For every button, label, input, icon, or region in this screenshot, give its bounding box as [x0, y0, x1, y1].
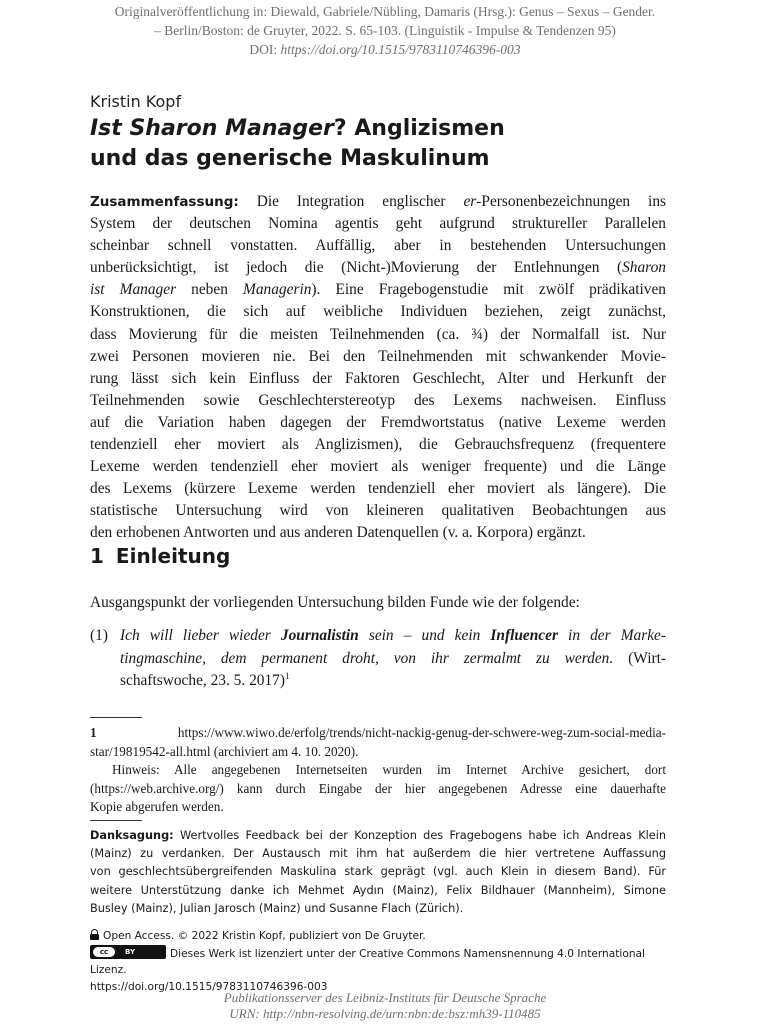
cc-license-line-2: Lizenz.	[90, 964, 127, 976]
title-italic-part: Ist Sharon Manager	[90, 116, 334, 141]
section-title: Einleitung	[115, 544, 231, 568]
abstract-line: Zusammenfassung: Die Integration englischer er-Personenbezeichnungen ins	[90, 193, 666, 210]
footnote-ref[interactable]: 1	[284, 670, 290, 681]
ack-line: Busley (Mainz), Julian Jarosch (Mainz) und Susanne Flach (Zürich).	[90, 901, 464, 915]
footer-line-1: Publikationsserver des Leibniz-Instituts für Deutsche Sprache	[223, 990, 547, 1005]
abstract-line: Konstruktionen, die sich auf weibliche Individuen beziehen, zeigt zunächst,	[90, 303, 666, 321]
acknowledgement	[90, 827, 666, 918]
footnote-line: Kopie abgerufen werden.	[90, 799, 224, 814]
example-number: (1)	[90, 627, 108, 644]
abstract-line: Teilnehmenden sowie Geschlechterstereotyp des Lexems nachweisen. Einfluss	[90, 391, 666, 409]
ack-line: von geschlechtsübergreifenden Maskulina stark geprägt (vgl. auch Klein in diesem Band). Für	[90, 865, 666, 879]
ack-label: Danksagung:	[90, 829, 174, 842]
title-rest: ? Anglizismen	[333, 116, 505, 141]
abstract-label: Zusammenfassung:	[90, 194, 239, 210]
abstract-line: tendenziell eher moviert als Anglizismen), die Gebrauchsfrequenz (frequentere	[90, 436, 666, 454]
abstract	[90, 191, 666, 545]
footnote-url[interactable]: https://www.wiwo.de/erfolg/trends/nicht-nackig-genug-der-schwere-weg-zum-social-media-	[177, 725, 666, 740]
header-citation-line-1: Originalveröffentlichung in: Diewald, Gabriele/Nübling, Damaris (Hrsg.): Genus – Sexus – Gender.	[114, 4, 656, 19]
abstract-line: scheinbar schnell vonstatten. Auffällig, aber in bestehenden Untersuchungen	[90, 237, 666, 255]
page-header	[0, 2, 770, 59]
acknowledgement-divider	[90, 820, 142, 821]
abstract-line: auf die Variation haben dagegen der Fremdwortstatus (native Lexeme werden	[90, 413, 666, 431]
intro-paragraph: Ausgangspunkt der vorliegenden Untersuchung bilden Funde wie der folgende:	[90, 594, 580, 611]
footnote-line: Hinweis: Alle angegebenen Internetseiten wurden im Internet Archive gesichert, dort	[112, 762, 666, 777]
footnote-line: star/19819542-all.html (archiviert am 4. 10. 2020).	[90, 743, 359, 759]
author-name: Kristin Kopf	[90, 92, 182, 111]
abstract-line: statistische Untersuchung wird von kleineren qualitativen Beobachtungen aus	[90, 502, 666, 520]
section-number: 1	[90, 544, 104, 568]
ack-line: (Mainz) zu verdanken. Der Austausch mit ihm hat außerdem die hier vertretene Auffassung	[90, 847, 666, 861]
abstract-line: dass Movierung für die meisten Teilnehmenden (ca. ¾) der Normalfall ist. Nur	[90, 325, 666, 343]
ack-line: Danksagung: Wertvolles Feedback bei der Konzeption des Fragebogens habe ich Andreas Klein	[90, 829, 666, 842]
abstract-line: den erhobenen Antworten und aus anderen Datenquellen (v. a. Korpora) ergänzt.	[90, 524, 586, 542]
header-doi-prefix: DOI:	[249, 42, 281, 57]
example-1	[90, 625, 666, 693]
article-title	[90, 114, 690, 174]
cc-by-badge-icon[interactable]: cc BY	[90, 945, 166, 959]
article-doi-link[interactable]: https://doi.org/10.1515/9783110746396-003	[90, 980, 328, 993]
footnote-divider	[90, 717, 142, 718]
abstract-line: unberücksichtigt, ist jedoch die (Nicht-)Movierung der Entlehnungen (Sharon	[90, 259, 666, 277]
open-access-line: Open Access. © 2022 Kristin Kopf, publiziert von De Gruyter.	[90, 928, 666, 945]
abstract-line: Lexeme werden tendenziell eher moviert als weniger frequente) und die Länge	[90, 458, 666, 476]
header-citation-line-2: – Berlin/Boston: de Gruyter, 2022. S. 65-103. (Linguistik - Impulse & Tendenzen 95)	[154, 23, 616, 38]
header-doi-link[interactable]: https://doi.org/10.1515/9783110746396-003	[280, 42, 521, 57]
footer-urn[interactable]: URN: http://nbn-resolving.de/urn:nbn:de:bsz:mh39-110485	[229, 1006, 541, 1021]
abstract-line: System der deutschen Nomina agentis geht aufgrund struktureller Parallelen	[90, 215, 666, 233]
footnote-number: 1	[90, 725, 97, 740]
footnote-line: (https://web.archive.org/) kann durch Eingabe der hier angegebenen Adresse eine dauerhafte	[90, 780, 666, 796]
cc-license-line: cc BY Dieses Werk ist lizenziert unter der Creative Commons Namensnennung 4.0 International	[90, 945, 666, 963]
abstract-line: des Lexems (kürzere Lexeme werden tendenziell eher moviert als längere). Die	[90, 480, 666, 498]
page-footer	[0, 990, 770, 1022]
example-body	[120, 625, 666, 693]
ack-line: weitere Unterstützung danke ich Mehmet Aydın (Mainz), Felix Bildhauer (Mannheim), Simone	[90, 883, 666, 897]
header-doi	[0, 40, 770, 59]
license-block	[90, 928, 666, 995]
example-line: schaftswoche, 23. 5. 2017)$^1$	[120, 670, 290, 689]
abstract-line: rung lässt sich kein Einfluss der Faktoren Geschlecht, Alter und Herkunft der	[90, 369, 666, 387]
open-access-lock-icon	[90, 929, 99, 940]
example-line: Ich will lieber wieder Journalistin sein – und kein Influencer in der Marke-	[120, 627, 666, 644]
footnote-1	[90, 724, 666, 817]
section-heading	[90, 544, 230, 568]
example-line: tingmaschine, dem permanent droht, von ihr zermalmt zu werden. (Wirt-	[120, 649, 666, 667]
title-line-2: und das generische Maskulinum	[90, 146, 490, 171]
footnote-line	[90, 724, 666, 743]
abstract-line: zwei Personen movieren nie. Bei den Teilnehmenden mit schwankender Movie-	[90, 347, 666, 365]
abstract-line: ist Manager neben Managerin). Eine Fragebogenstudie mit zwölf prädikativen	[90, 281, 666, 299]
